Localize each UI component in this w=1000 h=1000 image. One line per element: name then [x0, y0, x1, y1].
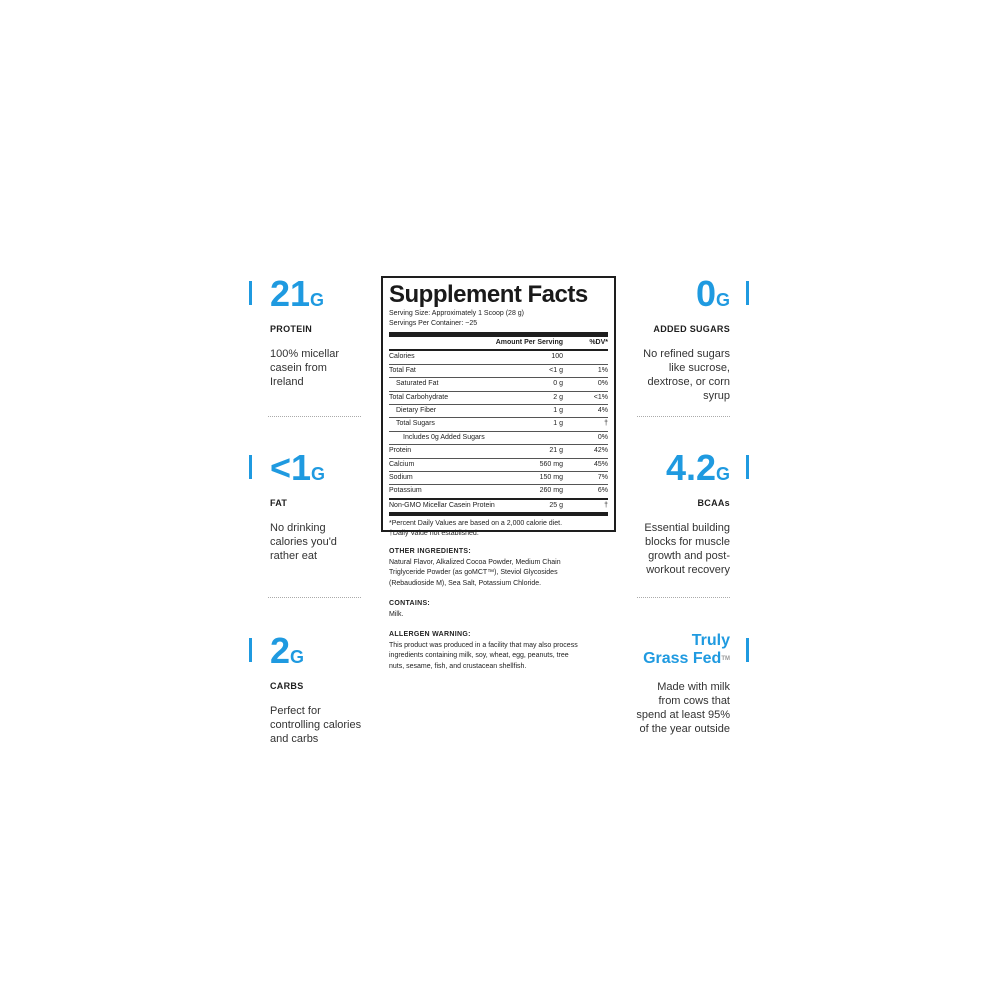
divider: [268, 416, 361, 417]
ingredients-section: [389, 547, 619, 682]
accent-bar: [249, 455, 252, 479]
accent-bar: [746, 281, 749, 305]
feature-description: Made with milk from cows that spend at least 95% of the year outside: [636, 681, 730, 735]
allergen-warning: ALLERGEN WARNING: This product was produced in a facility that may also process ingredients containing milk, soy, wheat, egg, peanuts, tree nuts, sesame, fish, and crustacean shellfish.: [389, 631, 578, 670]
facts-row: Potassium 260 mg 6%: [389, 485, 608, 499]
feature-label: FAT: [270, 498, 288, 508]
facts-row: Total Fat <1 g 1%: [389, 365, 608, 378]
serving-size: Serving Size: Approximately 1 Scoop (28 g): [389, 310, 525, 317]
feature-carbs: [270, 630, 380, 746]
facts-row: Dietary Fiber 1 g 4%: [389, 405, 608, 418]
feature-bcaas: [620, 447, 730, 577]
feature-value: 4.2G: [665, 447, 730, 488]
facts-row: Includes 0g Added Sugars 0%: [389, 432, 608, 445]
contains: CONTAINS: Milk.: [389, 600, 431, 618]
feature-added-sugars: [620, 273, 730, 403]
facts-header-row: Amount Per Serving %DV*: [389, 337, 608, 351]
servings-per-container: Servings Per Container: ~25: [389, 320, 478, 327]
accent-bar: [746, 455, 749, 479]
accent-bar: [249, 281, 252, 305]
feature-value: 0G: [695, 273, 730, 314]
feature-description: Perfect for controlling calories and carbs: [270, 705, 362, 745]
facts-row: Calories 100: [389, 351, 608, 364]
feature-grass-fed: [620, 632, 730, 736]
grass-fed-title: Truly Grass Fed™: [643, 632, 730, 667]
divider: [268, 597, 361, 598]
supplement-facts-panel: [381, 276, 616, 538]
facts-row: Non-GMO Micellar Casein Protein 25 g †: [389, 500, 608, 516]
feature-value: <1G: [270, 447, 326, 488]
facts-row: Saturated Fat 0 g 0%: [389, 378, 608, 391]
facts-title: Supplement Facts: [389, 281, 588, 308]
feature-description: Essential building blocks for muscle growth and post- workout recovery: [644, 522, 730, 576]
feature-description: 100% micellar casein from Ireland: [270, 348, 340, 388]
feature-value: 21G: [270, 273, 325, 314]
accent-bar: [746, 638, 749, 662]
divider: [637, 416, 730, 417]
feature-description: No drinking calories you'd rather eat: [270, 522, 337, 562]
feature-label: ADDED SUGARS: [653, 324, 730, 334]
facts-row: Total Sugars 1 g †: [389, 418, 608, 431]
feature-protein: [270, 273, 380, 389]
divider: [637, 597, 730, 598]
feature-label: CARBS: [270, 681, 304, 691]
feature-description: No refined sugars like sucrose, dextrose, or corn syrup: [643, 348, 730, 402]
facts-row: Total Carbohydrate 2 g <1%: [389, 392, 608, 405]
feature-label: BCAAs: [697, 498, 730, 508]
facts-row: Sodium 150 mg 7%: [389, 472, 608, 485]
facts-row: Protein 21 g 42%: [389, 445, 608, 458]
feature-fat: [270, 447, 380, 563]
facts-row: Calcium 560 mg 45%: [389, 459, 608, 472]
accent-bar: [249, 638, 252, 662]
feature-label: PROTEIN: [270, 324, 313, 334]
facts-footnote: *Percent Daily Values are based on a 2,000 calorie diet. †Daily Value not established.: [389, 520, 563, 538]
other-ingredients: OTHER INGREDIENTS: Natural Flavor, Alkalized Cocoa Powder, Medium Chain Triglyceride Powder (as goMCT™), Steviol Glycosides (Rebaudioside M), Sea Salt, Potassium Chloride.: [389, 548, 561, 587]
feature-value: 2G: [270, 630, 305, 671]
